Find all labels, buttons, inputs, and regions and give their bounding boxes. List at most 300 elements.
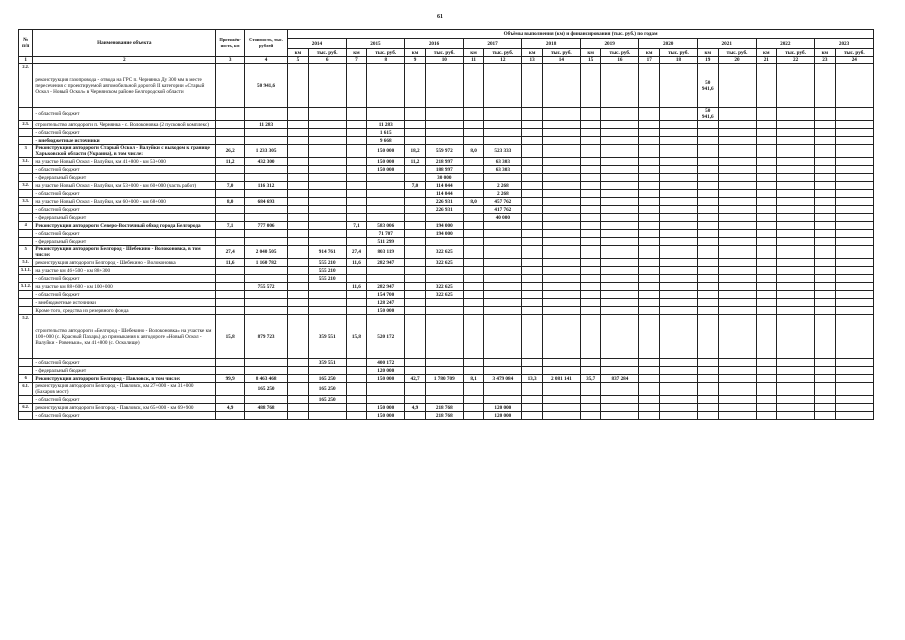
rub-cell: [835, 246, 873, 259]
unit-km-header: км: [405, 49, 426, 57]
cost-cell: 432 300: [245, 158, 288, 166]
km-cell: [580, 108, 601, 121]
km-cell: [463, 64, 484, 108]
km-cell: 8,0: [463, 145, 484, 158]
object-name: - внебюджетные источники: [33, 137, 216, 145]
km-cell: 7,0: [405, 182, 426, 190]
rub-cell: [659, 64, 697, 108]
table-row: [19, 108, 874, 121]
km-cell: [522, 174, 543, 182]
km-cell: 8,1: [463, 375, 484, 383]
cost-cell: [245, 412, 288, 420]
column-index: 3: [216, 57, 245, 64]
km-cell: [580, 291, 601, 299]
cost-cell: [245, 129, 288, 137]
rub-cell: 803 119: [367, 246, 405, 259]
rub-cell: [718, 375, 756, 383]
rub-cell: [835, 129, 873, 137]
km-cell: [288, 129, 309, 137]
financing-table: [18, 29, 874, 420]
km-cell: [697, 275, 718, 283]
cost-cell: [245, 108, 288, 121]
km-cell: [346, 145, 367, 158]
km-cell: [463, 307, 484, 315]
column-index: 5: [288, 57, 309, 64]
km-cell: [639, 238, 660, 246]
unit-km-header: км: [639, 49, 660, 57]
rub-cell: [308, 129, 346, 137]
object-name: реконструкция автодороги Белгород - Павловск, км 27+000 - км 31+000 (Бахаров мост): [33, 383, 216, 396]
km-cell: [815, 299, 836, 307]
km-cell: [756, 396, 777, 404]
rub-cell: [484, 259, 522, 267]
km-cell: [405, 64, 426, 108]
km-cell: [522, 198, 543, 206]
row-number: [19, 137, 33, 145]
rub-cell: 359 551: [308, 315, 346, 359]
row-number: 5.1.1.: [19, 267, 33, 275]
rub-cell: [542, 404, 580, 412]
rub-cell: [308, 190, 346, 198]
cost-cell: 777 006: [245, 222, 288, 230]
rub-cell: [718, 214, 756, 222]
row-number: [19, 129, 33, 137]
rub-cell: [484, 238, 522, 246]
rub-cell: [718, 307, 756, 315]
table-row: [19, 158, 874, 166]
km-cell: [815, 396, 836, 404]
rub-cell: 555 210: [308, 275, 346, 283]
rub-cell: [542, 383, 580, 396]
year-header: 2020: [639, 39, 698, 49]
rub-cell: [718, 129, 756, 137]
rub-cell: [777, 182, 815, 190]
rub-cell: [484, 283, 522, 291]
km-cell: [346, 198, 367, 206]
km-cell: [639, 359, 660, 367]
rub-cell: [542, 158, 580, 166]
rub-cell: 520 172: [367, 315, 405, 359]
rub-cell: [659, 190, 697, 198]
rub-cell: [425, 307, 463, 315]
object-name: на участке Новый Оскол - Валуйки, км 41+800 - км 53+000: [33, 158, 216, 166]
km-cell: [288, 383, 309, 396]
rub-cell: [659, 121, 697, 129]
rub-cell: [659, 396, 697, 404]
km-cell: [522, 259, 543, 267]
rub-cell: [308, 121, 346, 129]
rub-cell: 165 250: [308, 375, 346, 383]
km-cell: [463, 206, 484, 214]
rub-cell: [542, 238, 580, 246]
rub-cell: 30 000: [425, 174, 463, 182]
column-index: 19: [697, 57, 718, 64]
km-cell: [288, 137, 309, 145]
rub-cell: [367, 108, 405, 121]
km-cell: [756, 359, 777, 367]
rub-cell: [835, 137, 873, 145]
rub-cell: [777, 206, 815, 214]
km-cell: [288, 246, 309, 259]
rub-cell: 120 000: [367, 367, 405, 375]
unit-km-header: км: [463, 49, 484, 57]
km-cell: [405, 246, 426, 259]
object-name: - областной бюджет: [33, 206, 216, 214]
km-cell: [815, 315, 836, 359]
km-cell: [288, 166, 309, 174]
km-cell: [815, 230, 836, 238]
km-cell: [405, 307, 426, 315]
rub-cell: 511 299: [367, 238, 405, 246]
km-cell: [288, 182, 309, 190]
km-cell: [522, 137, 543, 145]
km-cell: [697, 129, 718, 137]
km-cell: [756, 307, 777, 315]
year-header: 2017: [463, 39, 522, 49]
object-name: на участке Новый Оскол - Валуйки, км 53+000 - км 60+000 (часть работ): [33, 182, 216, 190]
km-cell: [697, 166, 718, 174]
km-cell: [405, 367, 426, 375]
rub-cell: [718, 412, 756, 420]
km-cell: [522, 230, 543, 238]
km-cell: [639, 396, 660, 404]
km-cell: [288, 404, 309, 412]
rub-cell: [542, 198, 580, 206]
unit-rub-header: тыс. руб.: [542, 49, 580, 57]
rub-cell: [484, 359, 522, 367]
rub-cell: [835, 64, 873, 108]
km-cell: [756, 315, 777, 359]
header-cost: Стоимость, тыс. рублей: [245, 30, 288, 57]
km-cell: [522, 267, 543, 275]
rub-cell: [718, 259, 756, 267]
rub-cell: [835, 222, 873, 230]
km-cell: [639, 283, 660, 291]
km-cell: [346, 129, 367, 137]
km-cell: [346, 412, 367, 420]
km-cell: [580, 129, 601, 137]
length-cell: [216, 238, 245, 246]
table-row: [19, 137, 874, 145]
object-name: - областной бюджет: [33, 190, 216, 198]
km-cell: [405, 315, 426, 359]
km-cell: 27,4: [346, 246, 367, 259]
rub-cell: [308, 367, 346, 375]
year-header: 2015: [346, 39, 405, 49]
km-cell: [639, 367, 660, 375]
length-cell: 26,2: [216, 145, 245, 158]
km-cell: [639, 375, 660, 383]
column-index: 8: [367, 57, 405, 64]
rub-cell: [601, 121, 639, 129]
cost-cell: 879 723: [245, 315, 288, 359]
rub-cell: [308, 166, 346, 174]
rub-cell: [659, 367, 697, 375]
row-number: [19, 396, 33, 404]
rub-cell: [777, 64, 815, 108]
rub-cell: [659, 214, 697, 222]
km-cell: [463, 412, 484, 420]
km-cell: [815, 412, 836, 420]
column-index: 7: [346, 57, 367, 64]
unit-km-header: км: [756, 49, 777, 57]
rub-cell: 9 668: [367, 137, 405, 145]
rub-cell: [835, 283, 873, 291]
km-cell: [697, 383, 718, 396]
km-cell: [697, 230, 718, 238]
km-cell: [522, 396, 543, 404]
length-cell: [216, 275, 245, 283]
rub-cell: [542, 307, 580, 315]
unit-rub-header: тыс. руб.: [718, 49, 756, 57]
column-index: 17: [639, 57, 660, 64]
km-cell: [580, 275, 601, 283]
object-name: Реконструкция автодороги Белгород - Шебекино - Волоконовка, в том числе:: [33, 246, 216, 259]
table-row: [19, 367, 874, 375]
km-cell: [288, 145, 309, 158]
rub-cell: 120 000: [484, 412, 522, 420]
rub-cell: [484, 174, 522, 182]
rub-cell: [777, 404, 815, 412]
rub-cell: [835, 404, 873, 412]
km-cell: [463, 404, 484, 412]
km-cell: [580, 299, 601, 307]
km-cell: [756, 404, 777, 412]
rub-cell: [659, 359, 697, 367]
km-cell: [639, 198, 660, 206]
km-cell: [288, 275, 309, 283]
table-row: [19, 206, 874, 214]
rub-cell: [601, 222, 639, 230]
km-cell: [580, 259, 601, 267]
rub-cell: [659, 182, 697, 190]
km-cell: [288, 283, 309, 291]
rub-cell: [601, 275, 639, 283]
km-cell: [405, 396, 426, 404]
km-cell: [697, 291, 718, 299]
length-cell: 7,0: [216, 182, 245, 190]
km-cell: [522, 238, 543, 246]
rub-cell: [484, 246, 522, 259]
rub-cell: [601, 299, 639, 307]
km-cell: [815, 64, 836, 108]
km-cell: [580, 246, 601, 259]
unit-rub-header: тыс. руб.: [367, 49, 405, 57]
row-number: 5.1.2.: [19, 283, 33, 291]
km-cell: [580, 412, 601, 420]
rub-cell: [367, 275, 405, 283]
km-cell: 11,6: [346, 259, 367, 267]
km-cell: [639, 246, 660, 259]
column-index: 14: [542, 57, 580, 64]
unit-rub-header: тыс. руб.: [835, 49, 873, 57]
rub-cell: [484, 129, 522, 137]
rub-cell: [308, 145, 346, 158]
km-cell: [288, 121, 309, 129]
year-header: 2016: [405, 39, 464, 49]
km-cell: [463, 222, 484, 230]
km-cell: [346, 238, 367, 246]
length-cell: [216, 174, 245, 182]
cost-cell: [245, 359, 288, 367]
km-cell: [697, 145, 718, 158]
km-cell: [815, 238, 836, 246]
km-cell: [288, 230, 309, 238]
rub-cell: [601, 359, 639, 367]
rub-cell: 63 303: [484, 158, 522, 166]
unit-km-header: км: [288, 49, 309, 57]
cost-cell: 2 040 505: [245, 246, 288, 259]
km-cell: [756, 206, 777, 214]
rub-cell: [308, 206, 346, 214]
km-cell: [580, 198, 601, 206]
km-cell: [580, 137, 601, 145]
rub-cell: [777, 246, 815, 259]
object-name: Реконструкция автодороги Северо-Восточный обход города Белгорода: [33, 222, 216, 230]
km-cell: [522, 283, 543, 291]
rub-cell: [835, 238, 873, 246]
rub-cell: [484, 267, 522, 275]
rub-cell: 165 250: [308, 383, 346, 396]
length-cell: [216, 190, 245, 198]
km-cell: [697, 375, 718, 383]
km-cell: [580, 359, 601, 367]
rub-cell: 165 250: [308, 396, 346, 404]
rub-cell: [718, 158, 756, 166]
rub-cell: [835, 315, 873, 359]
rub-cell: [308, 283, 346, 291]
rub-cell: [425, 367, 463, 375]
km-cell: [815, 246, 836, 259]
km-cell: [756, 375, 777, 383]
km-cell: [697, 307, 718, 315]
length-cell: [216, 359, 245, 367]
cost-cell: 165 250: [245, 383, 288, 396]
rub-cell: [835, 190, 873, 198]
km-cell: [756, 166, 777, 174]
cost-cell: [245, 267, 288, 275]
km-cell: [639, 230, 660, 238]
rub-cell: [659, 166, 697, 174]
rub-cell: [718, 396, 756, 404]
rub-cell: [835, 145, 873, 158]
rub-cell: [542, 64, 580, 108]
rub-cell: [835, 367, 873, 375]
rub-cell: [659, 246, 697, 259]
rub-cell: [777, 383, 815, 396]
rub-cell: [777, 129, 815, 137]
km-cell: [697, 299, 718, 307]
rub-cell: [659, 129, 697, 137]
rub-cell: [777, 174, 815, 182]
rub-cell: [425, 137, 463, 145]
km-cell: [580, 230, 601, 238]
length-cell: [216, 299, 245, 307]
km-cell: 15,8: [346, 315, 367, 359]
rub-cell: [777, 121, 815, 129]
km-cell: [288, 174, 309, 182]
km-cell: [639, 174, 660, 182]
km-cell: [346, 359, 367, 367]
km-cell: [756, 158, 777, 166]
km-cell: [288, 108, 309, 121]
rub-cell: [659, 259, 697, 267]
object-name: Реконструкция автодороги Белгород - Павловск, в том числе:: [33, 375, 216, 383]
km-cell: [815, 137, 836, 145]
row-number: 3: [19, 145, 33, 158]
rub-cell: [601, 214, 639, 222]
object-name: реконструкция автодороги Белгород - Павловск, км 65+000 - км 69+900: [33, 404, 216, 412]
rub-cell: [601, 383, 639, 396]
length-cell: 99,9: [216, 375, 245, 383]
rub-cell: [542, 230, 580, 238]
rub-cell: [659, 108, 697, 121]
table-row: [19, 299, 874, 307]
km-cell: [639, 64, 660, 108]
cost-cell: 755 572: [245, 283, 288, 291]
rub-cell: [835, 174, 873, 182]
rub-cell: [601, 238, 639, 246]
length-cell: [216, 108, 245, 121]
km-cell: [639, 145, 660, 158]
rub-cell: [308, 404, 346, 412]
header-no: № п/п: [19, 30, 33, 57]
year-header: 2023: [815, 39, 874, 49]
table-header: [19, 30, 874, 64]
rub-cell: [777, 291, 815, 299]
rub-cell: 555 210: [308, 259, 346, 267]
rub-cell: [425, 359, 463, 367]
km-cell: [815, 307, 836, 315]
rub-cell: [659, 230, 697, 238]
km-cell: [346, 404, 367, 412]
cost-cell: 116 312: [245, 182, 288, 190]
table-row: [19, 359, 874, 367]
rub-cell: [367, 206, 405, 214]
object-name: - федеральный бюджет: [33, 214, 216, 222]
km-cell: [463, 383, 484, 396]
row-number: 6.2.: [19, 404, 33, 412]
rub-cell: [425, 108, 463, 121]
unit-km-header: км: [580, 49, 601, 57]
rub-cell: [308, 137, 346, 145]
rub-cell: [659, 283, 697, 291]
km-cell: [697, 283, 718, 291]
cost-cell: [245, 137, 288, 145]
rub-cell: [835, 230, 873, 238]
km-cell: [697, 137, 718, 145]
rub-cell: [308, 222, 346, 230]
rub-cell: 555 210: [308, 267, 346, 275]
rub-cell: [835, 166, 873, 174]
rub-cell: [601, 166, 639, 174]
km-cell: [346, 214, 367, 222]
km-cell: [405, 190, 426, 198]
rub-cell: [601, 412, 639, 420]
rub-cell: [659, 137, 697, 145]
rub-cell: 400 172: [367, 359, 405, 367]
rub-cell: [777, 367, 815, 375]
km-cell: [639, 259, 660, 267]
rub-cell: [601, 190, 639, 198]
table-row: [19, 412, 874, 420]
km-cell: [580, 307, 601, 315]
km-cell: [756, 412, 777, 420]
km-cell: [522, 246, 543, 259]
rub-cell: 218 768: [425, 404, 463, 412]
rub-cell: [542, 275, 580, 283]
rub-cell: [542, 137, 580, 145]
